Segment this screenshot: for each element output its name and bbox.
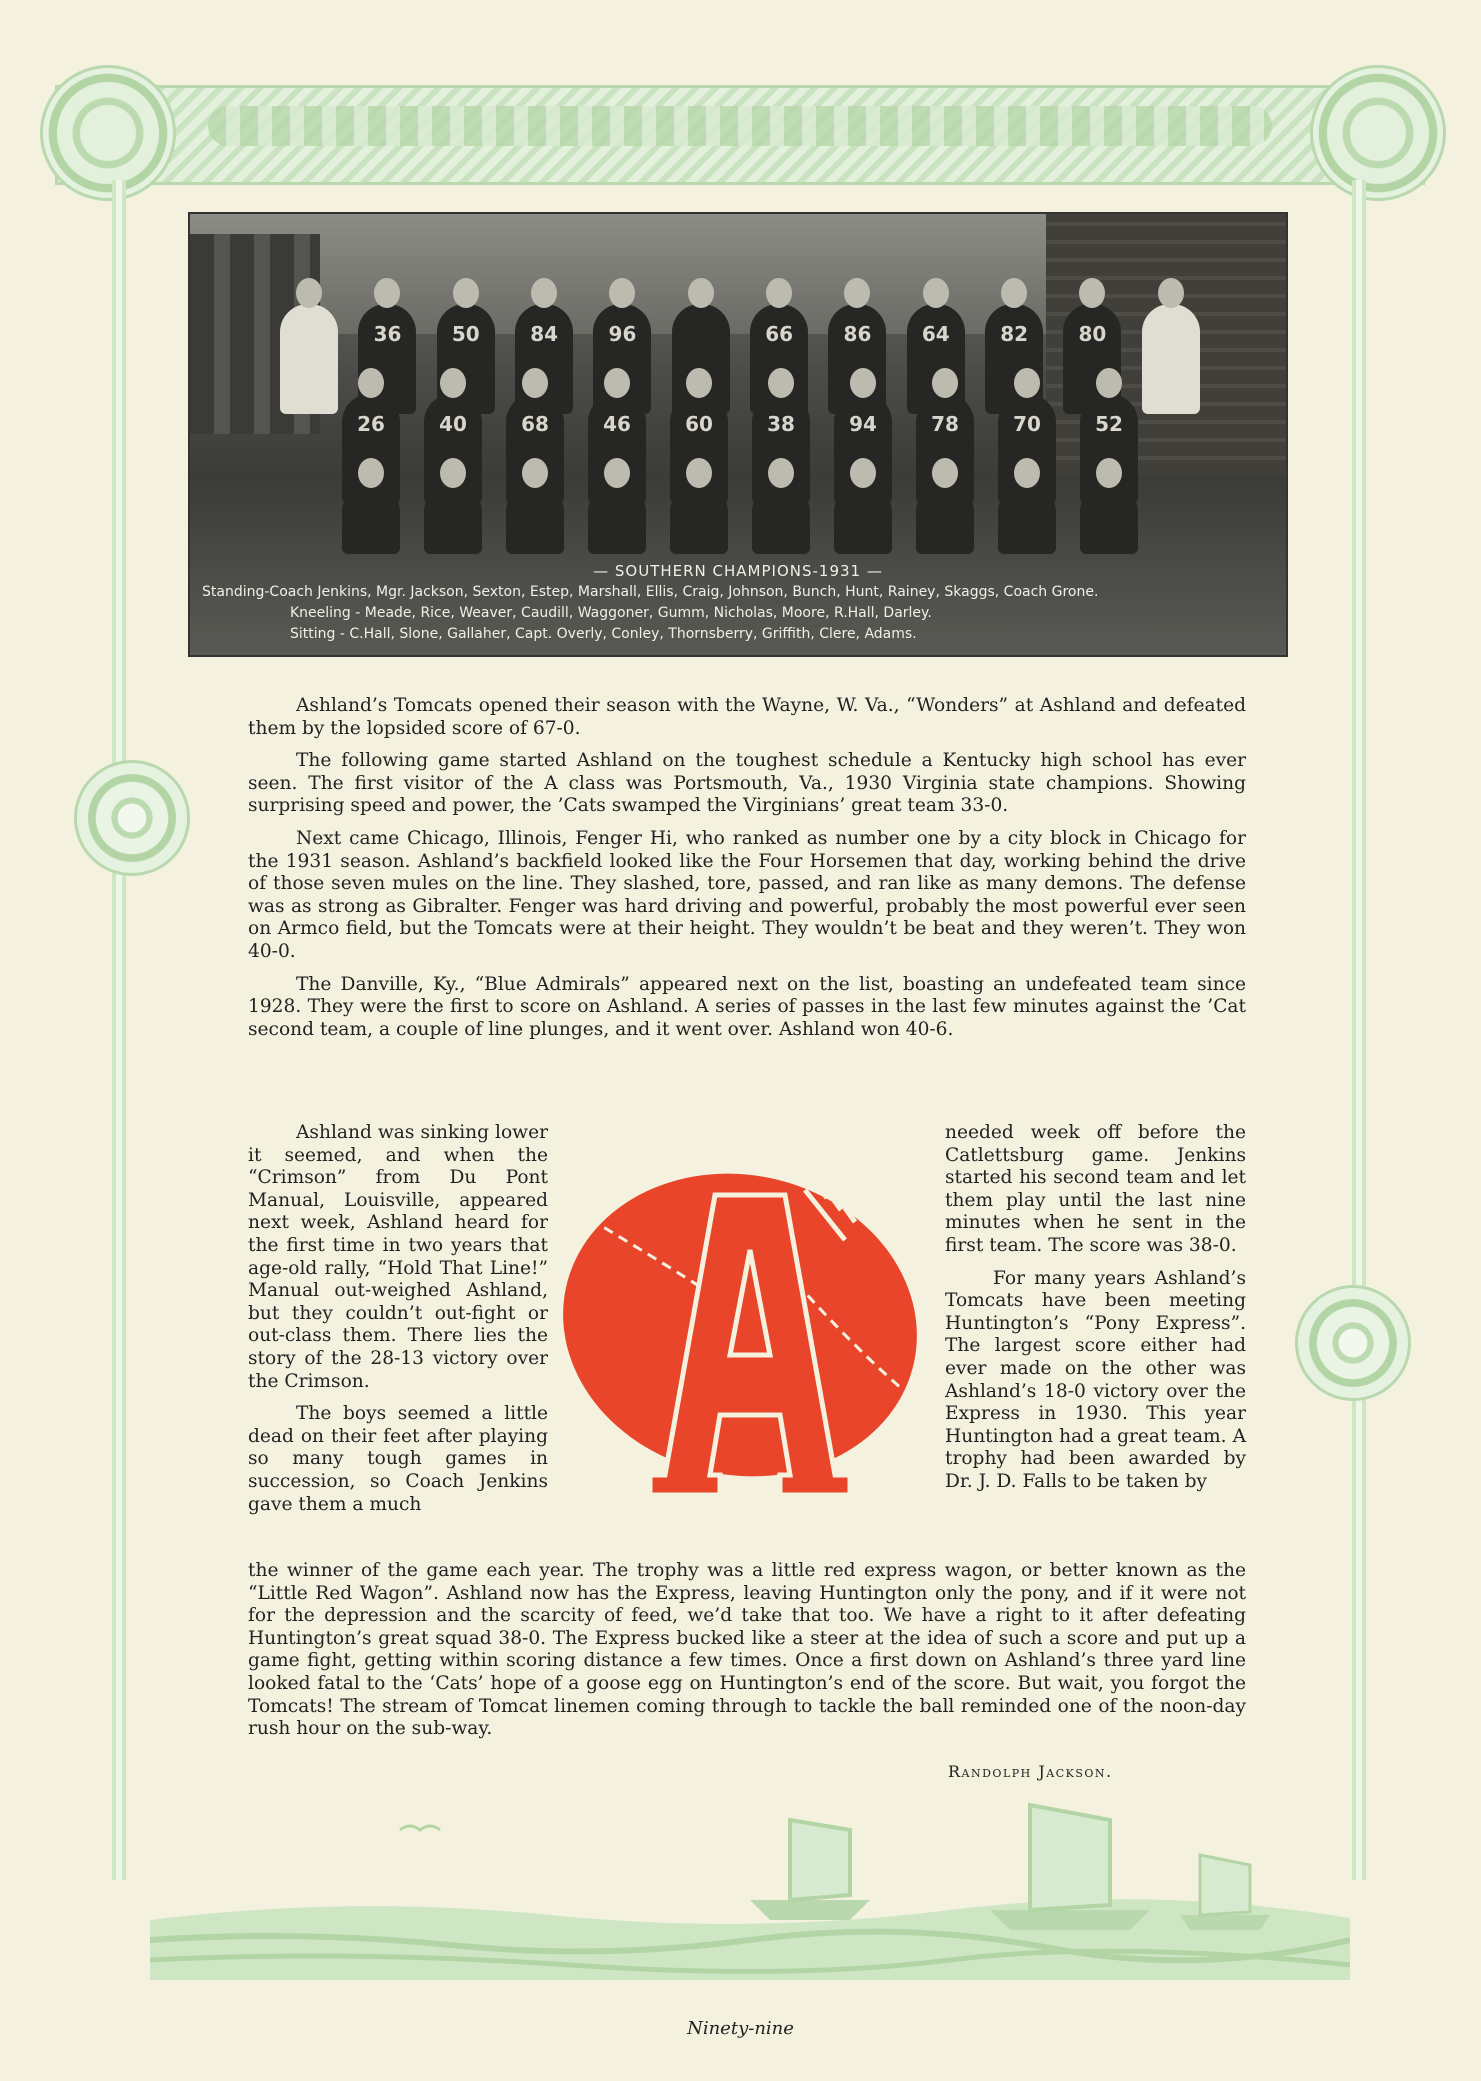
player: 26 [342, 394, 400, 504]
player: 68 [506, 394, 564, 504]
right-medallion [1295, 1285, 1411, 1401]
player [1080, 484, 1138, 554]
team-photo [188, 212, 1288, 657]
border-pattern [208, 106, 1272, 146]
corner-ornament-left [40, 65, 176, 201]
article-paragraph: The following game started Ashland on the toughest schedule a Kentucky high school has ever seen. The first visitor of the A class was Portsmouth, Va., 1930 Virginia state champions. Showing surprising speed and power, the ’Cats swamped the Virginians’ great team 33-0. [248, 750, 1246, 817]
player: 70 [998, 394, 1056, 504]
player [670, 484, 728, 554]
player: 94 [834, 394, 892, 504]
player: 52 [1080, 394, 1138, 504]
ornamental-top-border [55, 85, 1425, 185]
article-right-column [945, 1122, 1246, 1504]
player [424, 484, 482, 554]
player [834, 484, 892, 554]
article-left-column [248, 1122, 548, 1526]
photo-players [270, 264, 1210, 594]
player [342, 484, 400, 554]
player: 78 [916, 394, 974, 504]
article-paragraph: needed week off before the Catlettsburg game. Jenkins started his second team and let them play until the last nine minutes when he sent in the first team. The score was 38-0. [945, 1122, 1246, 1256]
player: 46 [588, 394, 646, 504]
player: 84 [515, 304, 573, 414]
player [506, 484, 564, 554]
article-paragraph: For many years Ashland’s Tomcats have been meeting Huntington’s “Pony Express”. The largest score either had ever made on the other was Ashland’s 18-0 victory over the Express in 1930. This year Huntington had a great team. A trophy had been awarded by Dr. J. D. Falls to be taken by [945, 1267, 1246, 1492]
article-body [248, 695, 1246, 1051]
photo-caption-standing: Standing-Coach Jenkins, Mgr. Jackson, Sexton, Estep, Marshall, Ellis, Craig, Johnson, Bunch, Hunt, Rainey, Skaggs, Coach Grone. [202, 584, 1099, 600]
corner-ornament-right [1310, 65, 1446, 201]
player: 80 [1063, 304, 1121, 414]
article-conclusion [248, 1560, 1246, 1741]
player: 86 [828, 304, 886, 414]
players-sitting [270, 484, 1210, 554]
article-paragraph: The boys seemed a little dead on their feet after playing so many tough games in succession, so Coach Jenkins gave them a much [248, 1403, 548, 1515]
page-number: Ninety-nine [687, 2018, 794, 2039]
right-border-rule [1352, 180, 1370, 1880]
photo-caption-sitting: Sitting - C.Hall, Slone, Gallaher, Capt. Overly, Conley, Thornsberry, Griffith, Clere, Adams. [290, 626, 917, 642]
article-paragraph: Next came Chicago, Illinois, Fenger Hi, who ranked as number one by a city block in Chicago for the 1931 season. Ashland’s backfield looked like the Four Horsemen that day, working behind the drive of those seven mules on the line. They slashed, tore, passed, and ran like as many demons. The defense was as strong as Gibralter. Fenger was hard driving and powerful, probably the most powerful ever seen on Armco field, but the Tomcats were at their height. They wouldn’t be beat and they weren’t. They won 40-0. [248, 827, 1246, 962]
article-paragraph: The Danville, Ky., “Blue Admirals” appeared next on the list, boasting an undefeated team since 1928. They were the first to score on Ashland. A series of passes in the last few minutes against the ’Cat second team, a couple of line plunges, and it went over. Ashland won 40-6. [248, 973, 1246, 1040]
player: 36 [358, 304, 416, 414]
photo-caption-kneeling: Kneeling - Meade, Rice, Weaver, Caudill, Waggoner, Gumm, Nicholas, Moore, R.Hall, Darley. [290, 605, 932, 621]
player: 38 [752, 394, 810, 504]
player: 64 [907, 304, 965, 414]
player [588, 484, 646, 554]
football-a-emblem [555, 1150, 935, 1510]
article-paragraph: Ashland’s Tomcats opened their season with the Wayne, W. Va., “Wonders” at Ashland and defeated them by the lopsided score of 67-0. [248, 695, 1246, 739]
left-medallion [74, 760, 190, 876]
viking-ship-illustration [150, 1800, 1350, 1980]
player: 82 [985, 304, 1043, 414]
player: 60 [670, 394, 728, 504]
player: 66 [750, 304, 808, 414]
player: 96 [593, 304, 651, 414]
photo-caption-title: — SOUTHERN CHAMPIONS-1931 — [593, 562, 883, 580]
player: 40 [424, 394, 482, 504]
player [752, 484, 810, 554]
author-signature: Randolph Jackson. [948, 1762, 1113, 1781]
player: 50 [437, 304, 495, 414]
player [916, 484, 974, 554]
left-border-rule [112, 180, 130, 1880]
article-paragraph: the winner of the game each year. The trophy was a little red express wagon, or better known as the “Little Red Wagon”. Ashland now has the Express, leaving Huntington only the pony, and if it were not for the depression and the scarcity of feed, we’d take that too. We have a right to it after defeating Huntington’s great squad 38-0. The Express bucked like a steer at the idea of such a score and put up a game fight, getting within scoring distance a few times. Once a first down on Ashland’s three yard line looked fatal to the ‘Cats’ hope of a goose egg on Huntington’s end of the score. But wait, you forgot the Tomcats! The stream of Tomcat linemen coming through to tackle the ball reminded one of the noon-day rush hour on the sub-way. [248, 1560, 1246, 1740]
player [998, 484, 1056, 554]
article-paragraph: Ashland was sinking lower it seemed, and when the “Crimson” from Du Pont Manual, Louisville, appeared next week, Ashland heard for the first time in two years that age-old rally, “Hold That Line!” Manual out-weighed Ashland, but they couldn’t out-fight or out-class them. There lies the story of the 28-13 victory over the Crimson. [248, 1122, 548, 1392]
